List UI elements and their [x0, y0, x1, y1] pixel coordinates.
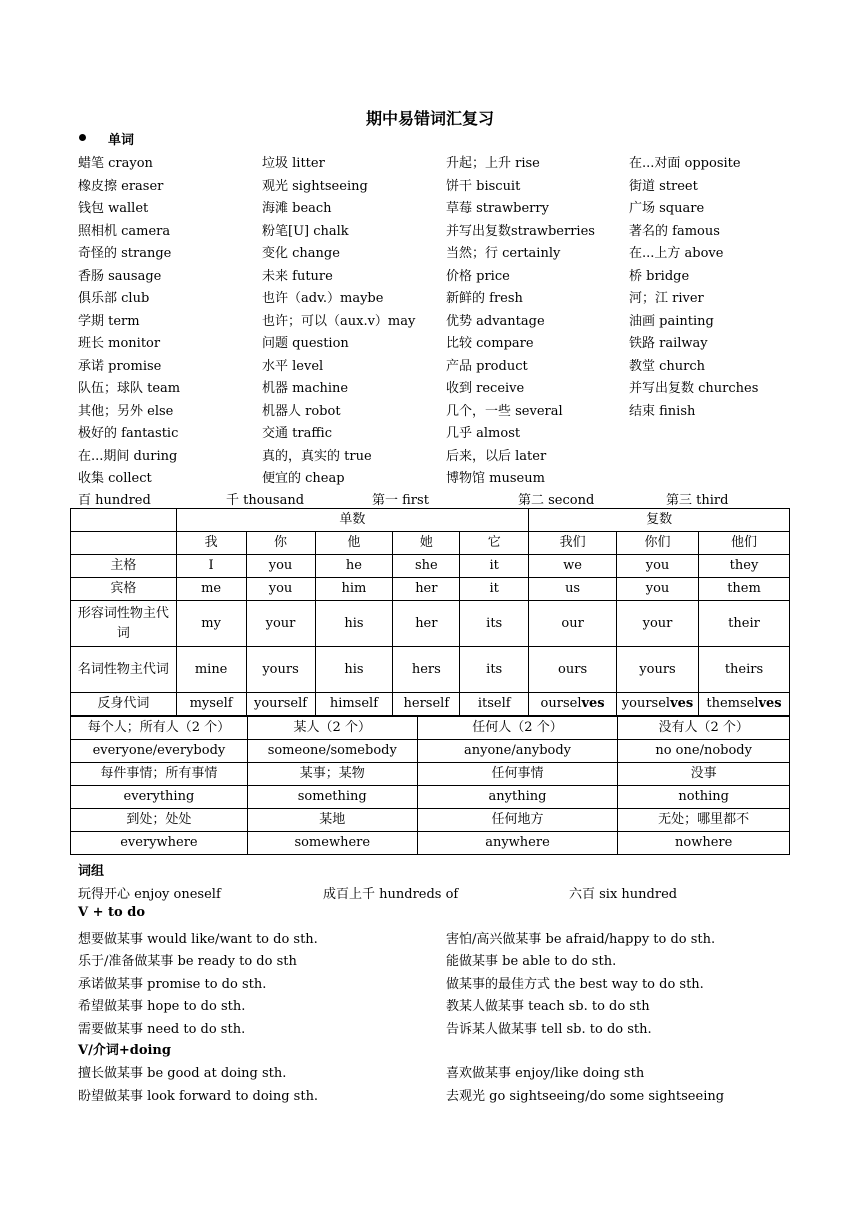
vocab-entry: 俱乐部 club — [78, 291, 150, 306]
reflexive-suffix: ves — [581, 696, 605, 711]
table-cell: herself — [393, 693, 460, 716]
vocab-entry: 并写出复数 churches — [629, 381, 759, 396]
vocab-entry: 水平 level — [262, 358, 324, 374]
person-header: 他 — [315, 532, 393, 555]
table-cell: you — [246, 578, 315, 601]
table-cell: somewhere — [247, 832, 417, 855]
phrase-item: 想要做某事 would like/want to do sth. — [78, 932, 318, 947]
vocab-entry: 比较 compare — [446, 336, 534, 351]
reflexive-suffix: ves — [758, 696, 782, 711]
table-cell: itself — [460, 693, 529, 716]
table-cell — [699, 693, 790, 716]
plural-header: 复数 — [529, 509, 790, 532]
vocab-entry: 也许；可以（aux.v）may — [262, 313, 416, 329]
vocab-entry: 收到 receive — [446, 381, 525, 396]
vocab-entry: 垃圾 litter — [262, 156, 325, 171]
vocab-entry: 粉笔[U] chalk — [262, 223, 349, 239]
table-cell: 任何地方 — [417, 809, 618, 832]
table-cell: my — [176, 601, 246, 647]
number-third: 第三 third — [666, 493, 729, 508]
table-cell: 每件事情；所有事情 — [71, 763, 248, 786]
reflexive-stem: yoursel — [621, 696, 671, 711]
vocab-entry: 广场 square — [629, 201, 705, 216]
row-label: 形容词性物主代词 — [71, 601, 177, 647]
vocab-entry: 升起；上升 rise — [446, 156, 540, 171]
vocab-entry: 机器 machine — [262, 381, 349, 396]
table-cell: his — [315, 647, 393, 693]
table-corner-cell — [71, 532, 177, 555]
table-cell: no one/nobody — [618, 740, 790, 763]
vocab-row — [78, 467, 838, 489]
vocab-entry: 草莓 strawberry — [446, 201, 549, 216]
table-cell: anywhere — [417, 832, 618, 855]
vocab-entry: 问题 question — [262, 336, 349, 351]
vocab-entry: 教堂 church — [629, 358, 706, 374]
table-cell: himself — [315, 693, 393, 716]
vocab-row — [78, 242, 838, 264]
person-header: 她 — [393, 532, 460, 555]
vocab-entry: 并写出复数strawberries — [446, 223, 595, 239]
vocab-entry: 桥 bridge — [629, 268, 690, 284]
table-cell: it — [460, 555, 529, 578]
vocab-entry: 极好的 fantastic — [78, 426, 179, 441]
indefinite-pronoun-table — [70, 716, 790, 855]
row-label: 主格 — [71, 555, 177, 578]
vocab-row — [78, 422, 838, 444]
table-cell: him — [315, 578, 393, 601]
phrase-item: 告诉某人做某事 tell sb. to do sth. — [446, 1022, 652, 1037]
vocab-entry: 著名的 famous — [629, 223, 720, 239]
vocab-entry: 观光 sightseeing — [262, 178, 368, 194]
table-cell: hers — [393, 647, 460, 693]
table-cell: her — [393, 601, 460, 647]
table-cell: yours — [617, 647, 699, 693]
person-header: 它 — [460, 532, 529, 555]
person-header: 我 — [176, 532, 246, 555]
phrase-item: 喜欢做某事 enjoy/like doing sth — [446, 1066, 645, 1081]
table-cell: we — [529, 555, 617, 578]
vocab-entry: 真的，真实的 true — [262, 448, 372, 464]
table-corner-cell — [71, 509, 177, 532]
phrase-item: 六百 six hundred — [569, 887, 678, 902]
phrase-item: 希望做某事 hope to do sth. — [78, 999, 246, 1014]
table-cell: something — [247, 786, 417, 809]
vocab-row — [78, 445, 838, 467]
vocab-entry: 结束 finish — [629, 403, 696, 419]
table-cell: 某人（2 个） — [247, 717, 417, 740]
vocab-row — [78, 265, 838, 287]
phrase-item: 需要做某事 need to do sth. — [78, 1022, 246, 1037]
vocab-entry: 在...对面 opposite — [629, 156, 741, 171]
vocab-entry: 油画 painting — [629, 313, 714, 329]
vocab-row — [78, 400, 838, 422]
table-cell — [529, 693, 617, 716]
vocab-entry: 变化 change — [262, 246, 340, 261]
vocab-entry: 交通 traffic — [262, 426, 332, 441]
vocab-entry: 后来，以后 later — [446, 448, 547, 464]
table-cell: them — [699, 578, 790, 601]
vocab-entry: 铁路 railway — [629, 336, 708, 351]
vocab-entry: 队伍；球队 team — [78, 381, 181, 396]
row-label: 反身代词 — [71, 693, 177, 716]
vocab-entry: 橡皮擦 eraser — [78, 178, 164, 194]
table-cell: 到处；处处 — [71, 809, 248, 832]
reflexive-stem: themsel — [706, 696, 759, 711]
table-cell: your — [617, 601, 699, 647]
section-heading-v-to-do: V + to do — [78, 905, 145, 920]
table-cell: its — [460, 601, 529, 647]
vocab-entry: 奇怪的 strange — [78, 246, 172, 261]
row-label: 宾格 — [71, 578, 177, 601]
phrase-item: 成百上千 hundreds of — [323, 887, 459, 902]
table-cell: she — [393, 555, 460, 578]
vocab-entry: 也许（adv.）maybe — [262, 291, 384, 306]
vocab-row — [78, 377, 838, 399]
person-header: 我们 — [529, 532, 617, 555]
vocab-entry: 其他；另外 else — [78, 403, 174, 419]
reflexive-stem: oursel — [540, 696, 582, 711]
phrase-item: 承诺做某事 promise to do sth. — [78, 977, 267, 992]
reflexive-suffix: ves — [670, 696, 694, 711]
table-cell: her — [393, 578, 460, 601]
phrase-item: 去观光 go sightseeing/do some sightseeing — [446, 1089, 725, 1104]
vocab-row — [78, 355, 838, 377]
table-cell — [617, 693, 699, 716]
table-cell: our — [529, 601, 617, 647]
table-cell: nowhere — [618, 832, 790, 855]
table-cell: he — [315, 555, 393, 578]
vocab-entry: 产品 product — [446, 358, 528, 374]
vocab-entry: 在...上方 above — [629, 246, 724, 261]
table-cell: you — [617, 555, 699, 578]
vocab-entry: 几个，一些 several — [446, 403, 563, 419]
table-cell: 某事；某物 — [247, 763, 417, 786]
phrase-item: 害怕/高兴做某事 be afraid/happy to do sth. — [446, 932, 716, 947]
phrase-item: 擅长做某事 be good at doing sth. — [78, 1066, 287, 1081]
vocab-entry: 饼干 biscuit — [446, 178, 521, 194]
table-cell: they — [699, 555, 790, 578]
vocab-entry: 街道 street — [629, 178, 698, 194]
phrase-item: 能做某事 be able to do sth. — [446, 954, 617, 969]
table-cell: you — [617, 578, 699, 601]
vocab-entry: 便宜的 cheap — [262, 471, 345, 486]
section-heading-phrases: 词组 — [78, 864, 105, 879]
table-cell: its — [460, 647, 529, 693]
table-cell: your — [246, 601, 315, 647]
pronoun-table — [70, 508, 790, 716]
person-header: 你 — [246, 532, 315, 555]
table-cell: it — [460, 578, 529, 601]
table-cell: 每个人；所有人（2 个） — [71, 717, 248, 740]
vocab-entry: 新鲜的 fresh — [446, 291, 523, 306]
table-cell: anyone/anybody — [417, 740, 618, 763]
table-cell: 某地 — [247, 809, 417, 832]
phrase-item: 玩得开心 enjoy oneself — [78, 887, 221, 902]
table-cell: everywhere — [71, 832, 248, 855]
table-cell: his — [315, 601, 393, 647]
table-cell: 没事 — [618, 763, 790, 786]
vocab-row — [78, 332, 838, 354]
table-cell: yourself — [246, 693, 315, 716]
vocab-entry: 钱包 wallet — [78, 201, 149, 216]
table-cell: nothing — [618, 786, 790, 809]
phrase-item: 做某事的最佳方式 the best way to do sth. — [446, 977, 704, 992]
table-cell: everything — [71, 786, 248, 809]
table-cell: I — [176, 555, 246, 578]
vocab-row — [78, 310, 838, 332]
vocab-entry: 机器人 robot — [262, 403, 341, 419]
vocab-entry: 优势 advantage — [446, 313, 545, 329]
table-cell: theirs — [699, 647, 790, 693]
table-cell: their — [699, 601, 790, 647]
vocab-entry: 河；江 river — [629, 291, 704, 306]
number-hundred: 百 hundred — [78, 493, 151, 508]
row-label: 名词性物主代词 — [71, 647, 177, 693]
table-cell: 任何人（2 个） — [417, 717, 618, 740]
vocab-entry: 未来 future — [262, 268, 333, 284]
section-heading-words: 单词 — [108, 133, 135, 148]
vocab-entry: 几乎 almost — [446, 426, 521, 441]
table-cell: 没有人（2 个） — [618, 717, 790, 740]
vocab-entry: 学期 term — [78, 313, 140, 329]
vocab-row — [78, 175, 838, 197]
section-heading-v-doing: V/介词+doing — [78, 1043, 171, 1058]
table-cell: you — [246, 555, 315, 578]
number-second: 第二 second — [518, 493, 595, 508]
table-cell: anything — [417, 786, 618, 809]
number-first: 第一 first — [372, 493, 429, 508]
table-cell: someone/somebody — [247, 740, 417, 763]
page-title: 期中易错词汇复习 — [365, 109, 494, 128]
vocab-entry: 海滩 beach — [262, 201, 332, 216]
table-cell: ours — [529, 647, 617, 693]
vocab-entry: 香肠 sausage — [78, 268, 162, 284]
vocab-entry: 博物馆 museum — [446, 471, 545, 486]
vocab-entry: 照相机 camera — [78, 223, 171, 239]
table-cell: mine — [176, 647, 246, 693]
singular-header: 单数 — [176, 509, 528, 532]
vocab-entry: 价格 price — [446, 268, 510, 284]
vocab-row — [78, 197, 838, 219]
table-cell: myself — [176, 693, 246, 716]
table-cell: 任何事情 — [417, 763, 618, 786]
person-header: 他们 — [699, 532, 790, 555]
bullet-icon — [79, 134, 86, 141]
vocab-entry: 蜡笔 crayon — [78, 156, 153, 171]
table-cell: us — [529, 578, 617, 601]
vocab-row — [78, 287, 838, 309]
vocab-entry: 班长 monitor — [78, 336, 161, 351]
vocab-entry: 承诺 promise — [78, 358, 162, 374]
vocab-row — [78, 220, 838, 242]
table-cell: me — [176, 578, 246, 601]
table-cell: 无处；哪里都不 — [618, 809, 790, 832]
vocab-entry: 在...期间 during — [78, 448, 178, 464]
vocab-row — [78, 152, 838, 174]
number-thousand: 千 thousand — [226, 493, 305, 508]
table-cell: yours — [246, 647, 315, 693]
vocab-entry: 当然；行 certainly — [446, 246, 561, 261]
phrase-item: 盼望做某事 look forward to doing sth. — [78, 1089, 319, 1104]
phrase-item: 乐于/准备做某事 be ready to do sth — [78, 954, 297, 969]
table-cell: everyone/everybody — [71, 740, 248, 763]
phrase-item: 教某人做某事 teach sb. to do sth — [446, 999, 650, 1014]
vocab-entry: 收集 collect — [78, 471, 152, 486]
person-header: 你们 — [617, 532, 699, 555]
